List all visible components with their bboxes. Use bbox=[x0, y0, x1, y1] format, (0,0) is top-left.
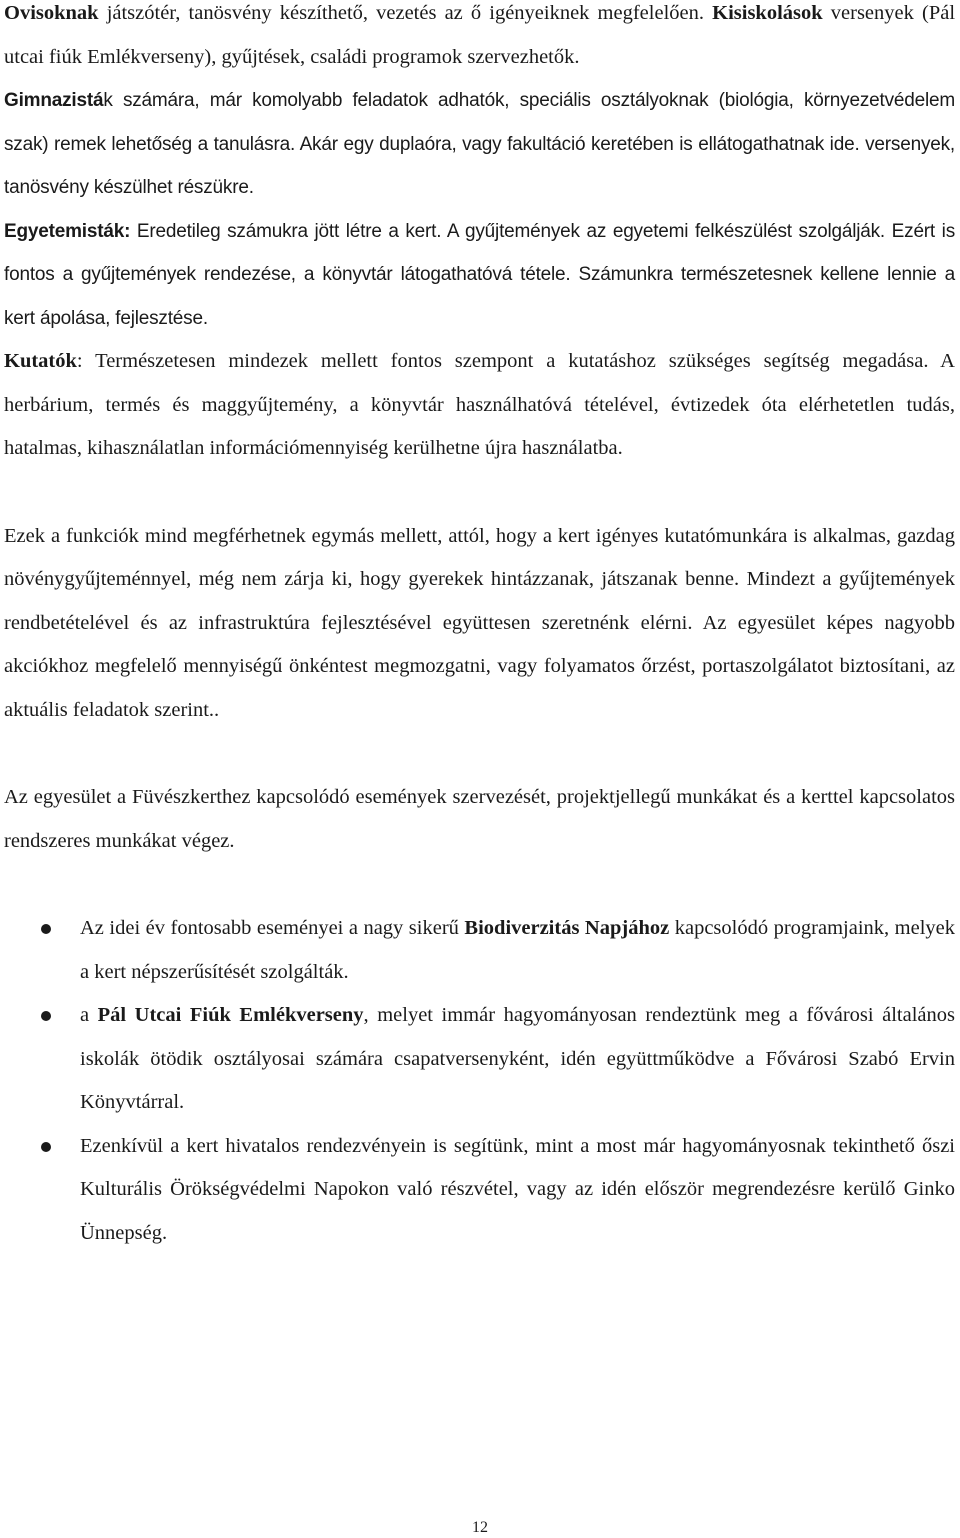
text-kisiskolasok: versenyek (Pál utcai fiúk Emlékverseny), gyűjtések, családi programok szervezhetők. bbox=[4, 2, 956, 68]
paragraph-egyesulet: Az egyesület a Füvészkerthez kapcsolódó események szervezését, projektjellegű munkákat és a kerttel kapcsolatos rendszeres munkákat végez. bbox=[4, 786, 955, 852]
paragraph-gap bbox=[4, 471, 955, 515]
list-item-text: kapcsolódó programjaink, melyek a kert népszerűsítését szolgálták. bbox=[80, 917, 955, 983]
label-egyetemistak: Egyetemisták: bbox=[4, 220, 131, 242]
list-item-text: Az idei év fontosabb eseményei a nagy sikerű bbox=[80, 917, 465, 939]
paragraph-gap bbox=[4, 863, 955, 907]
list-item-text: Ezenkívül a kert hivatalos rendezvényein is segítünk, mint a most már hagyományosnak tekinthető őszi Kulturális Örökségvédelmi Napokon való részvétel, vagy az idén először megrendezésre kerülő Ginko Ünnepség. bbox=[80, 1134, 955, 1244]
paragraph-gap bbox=[4, 732, 955, 776]
text-ovisoknak: játszótér, tanösvény készíthető, vezetés az ő igényeiknek megfelelően. bbox=[98, 2, 704, 24]
list-item-bold: Pál Utcai Fiúk Emlékverseny bbox=[97, 1004, 364, 1026]
bullet-icon bbox=[41, 924, 51, 934]
bullet-icon bbox=[41, 1011, 51, 1021]
label-gimnazistak: Gimnazistá bbox=[4, 90, 104, 111]
list-item bbox=[4, 1125, 955, 1256]
text-kutatok: : Természetesen mindezek mellett fontos szempont a kutatáshoz szükséges segítség megadása. A herbárium, termés és maggyűjtemény, a könyvtár használhatóvá tételével, évtizedek óta elérhetetlen tudás, hatalmas, kihasználatlan információmennyiség kerülhetne újra használatba. bbox=[4, 350, 955, 459]
list-item-text: a bbox=[80, 1004, 98, 1026]
paragraph-gimnazistak bbox=[4, 79, 955, 210]
label-kutatok: Kutatók bbox=[4, 350, 77, 372]
bullet-icon bbox=[41, 1142, 51, 1152]
page-number: 12 bbox=[472, 1519, 488, 1536]
list-item-bold: Biodiverzitás Napjához bbox=[464, 917, 670, 939]
list-item bbox=[4, 994, 955, 1125]
paragraph-funkciok: Ezek a funkciók mind megférhetnek egymás mellett, attól, hogy a kert igényes kutatómunkára is alkalmas, gazdag növénygyűjteménnyel, még nem zárja ki, hogy gyerekek hintázzanak, játszanak benne. Mindezt a gyűjtemények rendbetételével és az infrastruktúra fejlesztésével együttesen szeretnénk elérni. Az egyesület képes nagyobb akciókhoz megfelelő mennyiségű önkéntest megmozgatni, vagy folyamatos őrzést, portaszolgálatot biztosítani, az aktuális feladatok szerint.. bbox=[4, 524, 955, 721]
list-item bbox=[4, 907, 955, 994]
text-egyetemistak: Eredetileg számukra jött létre a kert. A gyűjtemények az egyetemi felkészülést szolgálják. Ezért is fontos a gyűjtemények rendezése, a könyvtár látogathatóvá tétele. Számunkra természetesnek kellene lennie a kert ápolása, fejlesztése. bbox=[4, 220, 955, 329]
paragraph-ovisok-kisiskolasok bbox=[4, 0, 955, 79]
label-ovisoknak: Ovisoknak bbox=[4, 2, 99, 24]
events-list bbox=[4, 907, 955, 1255]
paragraph-kutatok bbox=[4, 340, 955, 471]
list-item-text: , melyet immár hagyományosan rendeztünk meg a fővárosi általános iskolák ötödik osztályosai számára csapatversenyként, idén együttműködve a Fővárosi Szabó Ervin Könyvtárral. bbox=[80, 1004, 955, 1113]
label-kisiskolasok: Kisiskolások bbox=[712, 2, 823, 24]
document-page bbox=[4, 0, 955, 1255]
text-gimnazistak: k számára, már komolyabb feladatok adhatók, speciális osztályoknak (biológia, környezetvédelem szak) remek lehetőség a tanulásra. Akár egy duplaóra, vagy fakultáció keretében is ellátogathatnak ide. versenyek, tanösvény készülhet részükre. bbox=[4, 90, 955, 198]
paragraph-egyetemistak bbox=[4, 210, 955, 341]
